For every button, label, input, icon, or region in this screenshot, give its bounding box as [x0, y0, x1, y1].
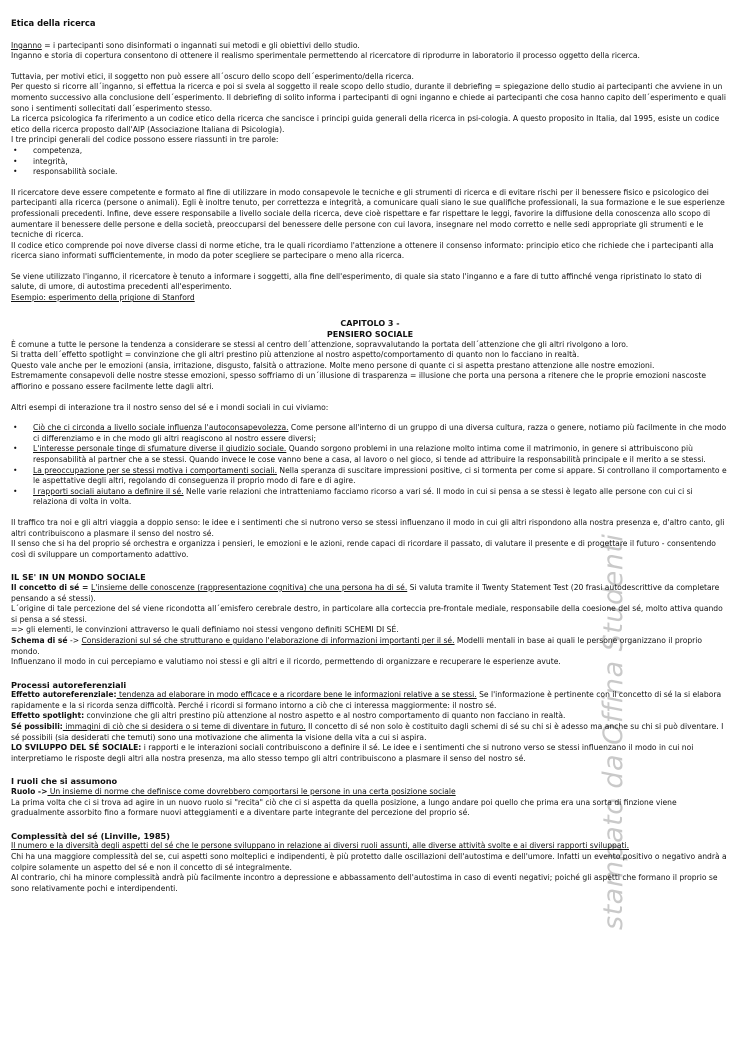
term-inganno: Inganno — [11, 40, 42, 50]
autoreferenziale-definition: tendenza ad elaborare in modo efficace e a ricordare bene le informazioni relative a se stessi. — [116, 690, 477, 700]
term-sviluppo: LO SVILUPPO DEL SÉ SOCIALE: — [11, 743, 142, 753]
paragraph-concetto-se — [11, 583, 729, 604]
bullet-heading: I rapporti sociali aiutano a definire il sé. — [33, 486, 184, 496]
paragraph-centro-attenzione: È comune a tutte le persone la tendenza a considerare se stessi al centro dell´attenzione, sopravvalutando la portata dell´attenzione che gli altri rivolgono a loro. — [11, 339, 629, 349]
concetto-detail: Si valuta tramite il Twenty Statement Test (20 frasi autodescrittive da completare pensando a sé stessi). — [11, 582, 720, 603]
paragraph-autoreferenziale — [11, 690, 729, 711]
chapter-title: PENSIERO SOCIALE — [326, 329, 414, 339]
list-item: • responsabilità sociale. — [11, 167, 729, 178]
paragraph-sviluppo — [11, 743, 729, 764]
list-item: • integrità, — [11, 157, 729, 168]
paragraph-ripristino: Se viene utilizzato l'inganno, il ricercatore è tenuto a informare i soggetti, alla fine dell'esperimento, di quale sia stato l'inganno e a fare di tutto affinché venga ripristinato lo stato di salute, di umore, di autostima precedenti all'esperimento. — [11, 271, 702, 292]
schema-definition: Considerazioni sul sé che strutturano e guidano l'elaborazione di informazioni importanti per il sé. — [81, 635, 455, 645]
paragraph-schema-se — [11, 636, 729, 657]
bullet-text: Come persone all'interno di un gruppo di una diversa cultura, razza o genere, notiamo più facilmente in che modo ci differenziamo e in che modo gli altri reagiscono al nostro essere diversi; — [33, 423, 727, 443]
paragraph-tre-principi: I tre principi generali del codice possono essere riassunti in tre parole: — [11, 135, 279, 145]
paragraph-schemi: => gli elementi, le convinzioni attraverso le quali definiamo noi stessi vengono definiti SCHEMI DI SÉ. — [11, 625, 399, 635]
paragraph-effetto-spotlight — [11, 711, 729, 722]
example-stanford: Esempio: esperimento della prigione di Stanford — [11, 293, 195, 303]
paragraph-senso-se: Il senso che si ha del proprio sé orchestra e organizza i pensieri, le emozioni e le azioni, rende capaci di ricordare il passato, di valutare il presente e di progettare il futuro - consentendo così di sviluppare un comportamento adattivo. — [11, 539, 716, 559]
paragraph-ruolo — [11, 787, 729, 798]
paragraph-inganno — [11, 41, 729, 52]
bullet-text: Nella speranza di suscitare impressioni positive, ci si tormenta per come si appare. Si controllano il comportamento e le aspettative degli altri, regolando di conseguenza il proprio modo di fare e di agire. — [33, 465, 727, 486]
paragraph-complessita-maggiore: Chi ha una maggiore complessità del se, cui aspetti sono molteplici e indipendenti, è più protetto dalle oscillazioni dell'autostima e dell'umore. Infatti un evento positivo o negativo andrà a colpire solamente un aspetto del sé e non il concetto di sé integralmente. — [11, 852, 727, 872]
paragraph-debriefing: Per questo si ricorre all´inganno, si effettua la ricerca e poi si svela al soggetto il reale scopo dello studio, durante il debriefing = spiegazione dello studio ai partecipanti che avviene in un momento successivo alla conclusione dell´esperimento. Il debriefing di solito informa i partecipanti di ogni inganno e chiede ai partecipanti che cosa hanno capito dell´esperimento e quali sono i sentimenti sollecitati dall´esperimento stesso. — [11, 82, 726, 113]
paragraph-traffico: Il traffico tra noi e gli altri viaggia a doppio senso: le idee e i sentimenti che si nutrono verso se stessi influenzano il modo in cui gli altri rispondono alla nostra presenza e, d'altro canto, gli altri contribuiscono a plasmare il senso del nostro sé. — [11, 517, 725, 538]
paragraph-complessita-minore: Al contrario, chi ha minore complessità andrà più facilmente incontro a depressione e abbassamento dell'autostima in caso di eventi negativi; poiché gli aspetti che formano il proprio se sono relativamente pochi e interdipendenti. — [11, 873, 718, 893]
watermark-text: stampato da Offina Studenti — [598, 533, 629, 930]
term-concetto-se: Il concetto di sé = — [11, 582, 91, 592]
paragraph-emozioni: Questo vale anche per le emozioni (ansia, irritazione, disgusto, falsità o attrazione. Molte meno persone di quante ci si aspetta prestano attenzione alle nostre emozioni. — [11, 360, 655, 370]
term-spotlight: Effetto spotlight: — [11, 711, 85, 721]
heading-processi: Processi autoreferenziali — [11, 679, 127, 690]
possibili-detail: Il concetto di sé non solo è costituito dagli schemi di sé su chi si è adesso ma anche su chi si può diventare. I sé possibili (sia desiderati che temuti) sono una motivazione che alimenta la visione della vita a cui si aspira. — [11, 722, 724, 742]
heading-complessita: Complessità del sé (Linville, 1985) — [11, 830, 170, 841]
term-ruolo: Ruolo -> — [11, 787, 48, 797]
paragraph-inganno-copertura: Inganno e storia di copertura consentono di ottenere il realismo sperimentale permettendo al ricercatore di riprodurre in laboratorio il processo oggetto della ricerca. — [11, 51, 640, 61]
section-title-etica: Etica della ricerca — [11, 18, 96, 28]
document-page — [11, 18, 729, 894]
list-item — [11, 444, 729, 465]
spotlight-definition: convinzione che gli altri prestino più attenzione al nostro aspetto e al nostro comportamento di quanto non facciano in realtà. — [84, 711, 566, 721]
principles-list — [11, 146, 729, 178]
inganno-definition: = i partecipanti sono disinformati o ingannati sui metodi e gli obiettivi dello studio. — [41, 40, 360, 50]
paragraph-complessita-definizione: Il numero e la diversità degli aspetti del sé che le persone sviluppano in relazione ai diversi ruoli assunti, alle diverse attività svolte e ai diversi rapporti sviluppati. — [11, 841, 630, 851]
paragraph-consenso: Il codice etico comprende poi nove diverse classi di norme etiche, tra le quali ricordiamo l'attenzione a ottenere il consenso informato: principio etico che richiede che i partecipanti alla ricerca siano informati sufficientemente, in modo da poter scegliere se partecipare o meno alla ricerca. — [11, 240, 714, 261]
paragraph-altri-esempi: Altri esempi di interazione tra il nostro senso del sé e i mondi sociali in cui viviamo: — [11, 402, 329, 412]
term-autoreferenziale: Effetto autoreferenziale: — [11, 690, 117, 700]
possibili-definition: immagini di ciò che si desidera o si teme di diventare in futuro. — [62, 722, 306, 732]
list-item — [11, 466, 729, 487]
bullet-heading: L'interesse personale tinge di sfumature diverse il giudizio sociale. — [33, 444, 287, 454]
concetto-definition: L'insieme delle conoscenze (rappresentazione cognitiva) che una persona ha di sé. — [90, 582, 408, 592]
examples-list — [11, 423, 729, 508]
term-schema-se: Schema di sé — [11, 635, 68, 645]
bullet-text: Quando sorgono problemi in una relazione molto intima come il matrimonio, in genere si attribuiscono più responsabilità al partner che a se stessi. Quando invece le cose vanno bene a casa, al lavoro o nel gioco, si tende ad attribuire la responsabilità principale e il merito a se stessi. — [33, 444, 706, 464]
chapter-number: CAPITOLO 3 - — [340, 318, 400, 328]
list-item — [11, 487, 729, 508]
paragraph-ricercatore: Il ricercatore deve essere competente e formato al fine di utilizzare in modo consapevole le tecniche e gli strumenti di ricerca e di evitare rischi per il benessere fisico e psicologico dei partecipanti alla ricerca (persone o animali). Egli è inoltre tenuto, per correttezza e integrità, a comunicare quali siano le sue qualifiche professionali, la sua formazione e le sue esperienze professionali precedenti. Infine, deve essere responsabile a livello sociale della ricerca, deve cioè rispettare e far rispettare le leggi, favorire la diffusione della conoscenza allo scopo di aumentare il benessere delle persone e della società, preoccuparsi del benessere delle persone con cui lavora, insegnare nel modo corretto e nelle sedi appropriate gli strumenti e le tecniche di ricerca. — [11, 187, 725, 240]
chapter-heading — [11, 318, 729, 340]
autoreferenziale-detail: Se l'informazione è pertinente con il concetto di sé la si elabora rapidamente e la si ricorda senza difficoltà. Perché i ricordi si formano intorno a ciò che ci interessa maggiormente: il nostro sé. — [11, 690, 722, 710]
sviluppo-detail: i rapporti e le interazioni sociali contribuiscono a definire il sé. Le idee e i sentimenti che si nutrono verso se stessi influenzano il modo in cui noi interpretiamo le risposte degli altri alla nostra presenza, ma allo stesso tempo gli altri contribuiscono a plasmare il senso del nostro sé. — [11, 743, 694, 763]
schema-detail: Modelli mentali in base ai quali le persone organizzano il proprio mondo. — [11, 635, 703, 656]
paragraph-recita: La prima volta che ci si trova ad agire in un nuovo ruolo si "recita" ciò che ci si aspetta da quella posizione, a lungo andare poi quello che prima era una sorta di finzione viene gradualmente assorbito fino a formare nuovi atteggiamenti e a diventare parte integrante del percezione del proprio sé. — [11, 797, 677, 818]
bullet-text: Nelle varie relazioni che intratteniamo facciamo ricorso a vari sé. Il modo in cui si pensa a se stessi è legato alle persone con cui ci si relaziona di volta in volta. — [33, 486, 693, 507]
bullet-heading: Ciò che ci circonda a livello sociale influenza l'autoconsapevolezza. — [33, 423, 289, 433]
paragraph-origine: L´origine di tale percezione del sé viene ricondotta all´emisfero cerebrale destro, in particolare alla corteccia pre-frontale mediale, responsabile della coesione del sé, molto attiva quando si pensa a sé stessi. — [11, 604, 723, 624]
paragraph-se-possibili — [11, 722, 729, 743]
list-item — [11, 423, 729, 444]
paragraph-spotlight: Si tratta dell´effetto spotlight = convinzione che gli altri prestino più attenzione al nostro aspetto/comportamento di quanto non lo facciano in realtà. — [11, 350, 580, 360]
heading-ruoli: I ruoli che si assumono — [11, 776, 118, 787]
bullet-heading: La preoccupazione per se stessi motiva i comportamenti sociali. — [33, 465, 277, 475]
paragraph-tuttavia: Tuttavia, per motivi etici, il soggetto non può essere all´oscuro dello scopo dell´esperimento/della ricerca. — [11, 71, 414, 81]
arrow-text: -> — [67, 635, 82, 645]
paragraph-codice-etico: La ricerca psicologica fa riferimento a un codice etico della ricerca che sancisce i principi guida generali della ricerca in psi-cologia. A questo proposito in Italia, dal 1995, esiste un codice etico della ricerca proposto dall'AIP (Associazione Italiana di Psicologia). — [11, 114, 720, 134]
paragraph-trasparenza: Estremamente consapevoli delle nostre stesse emozioni, spesso soffriamo di un´illusione di trasparenza = illusione che porta una persona a ritenere che le proprie emozioni nascoste affiorino e possano essere facilmente lette dagli altri. — [11, 371, 707, 392]
paragraph-influenzano: Influenzano il modo in cui percepiamo e valutiamo noi stessi e gli altri e il ricordo, permettendo di organizzare e recuperare le esperienze avute. — [11, 657, 561, 667]
list-item: • competenza, — [11, 146, 729, 157]
heading-se-mondo-sociale: IL SE' IN UN MONDO SOCIALE — [11, 572, 146, 583]
ruolo-definition: Un insieme di norme che definisce come dovrebbero comportarsi le persone in una certa posizione sociale — [47, 787, 456, 797]
term-se-possibili: Sé possibili: — [11, 722, 63, 732]
